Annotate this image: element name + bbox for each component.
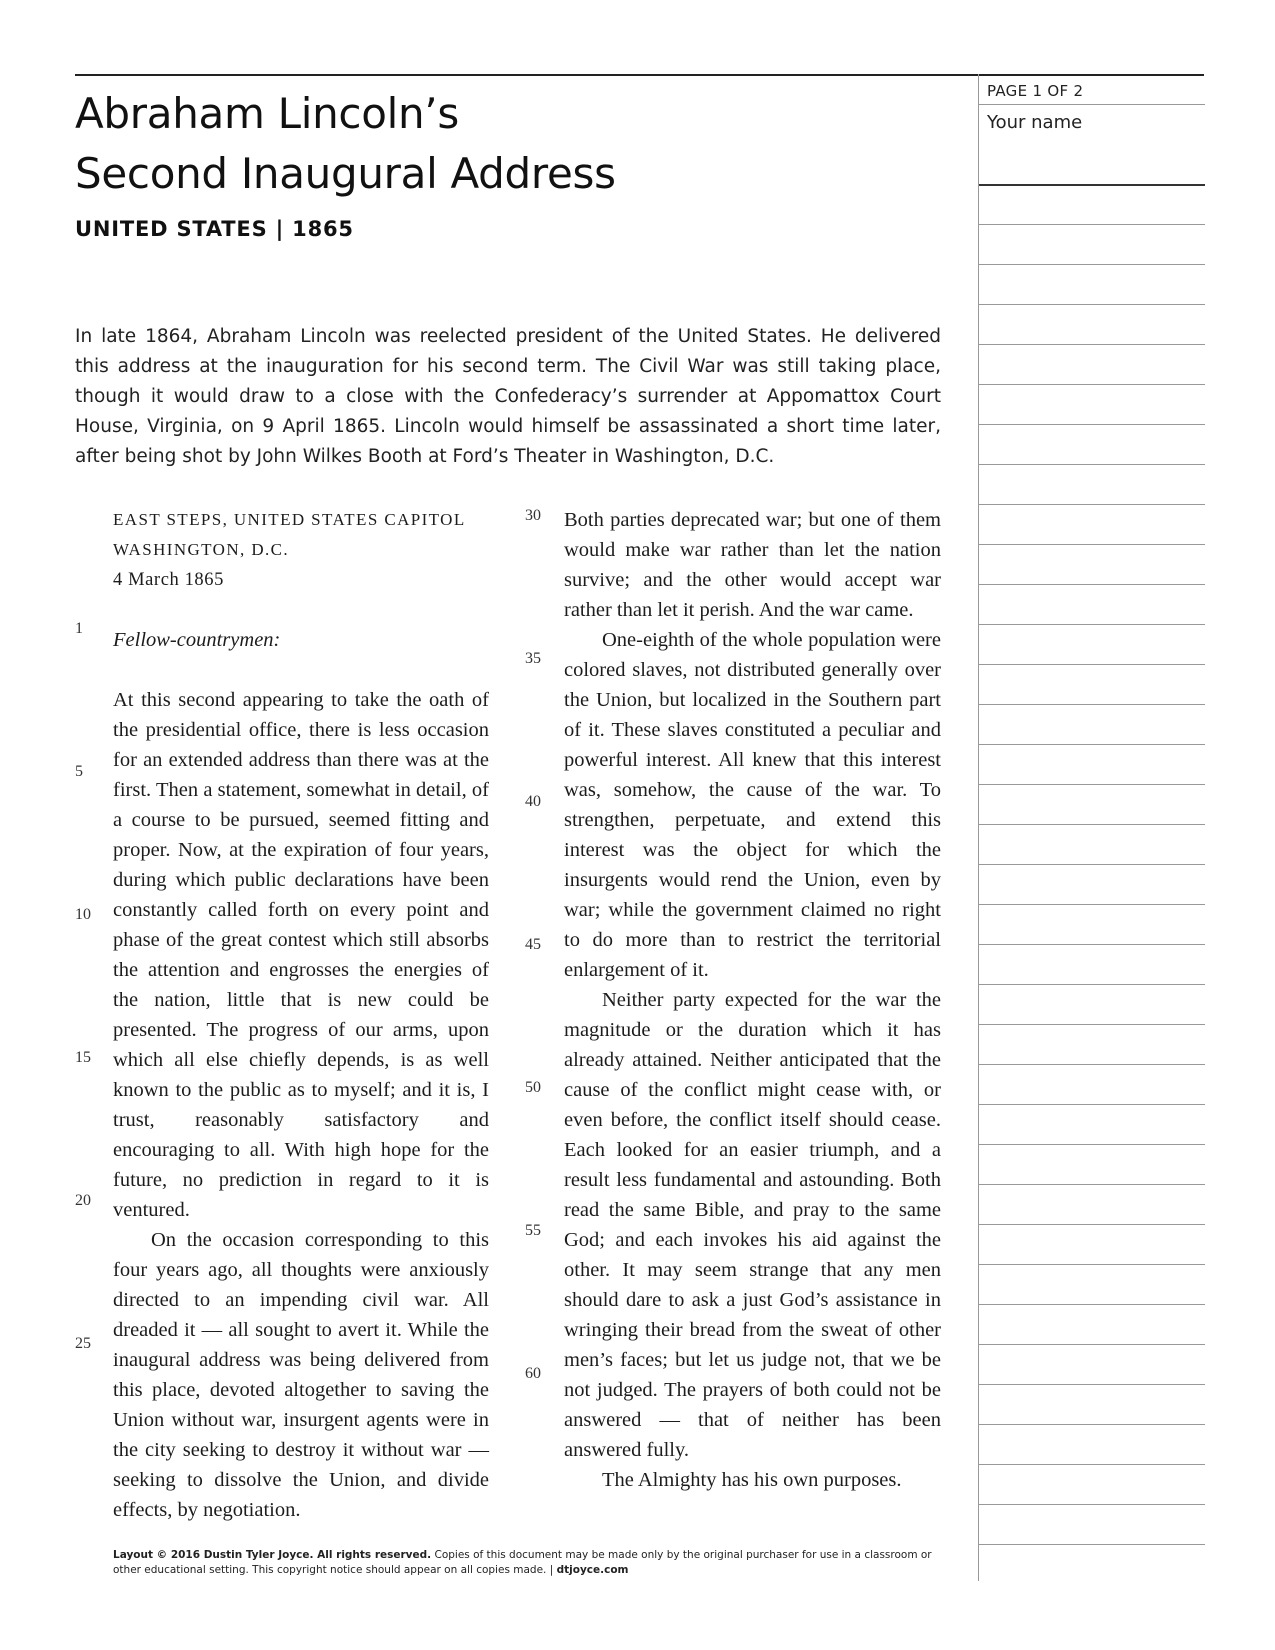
note-line — [979, 1264, 1205, 1265]
speech-paragraph-3: Both parties deprecated war; but one of them would make war rather than let the nation survive; and the other would accept war rather than let it perish. And the war came. — [564, 509, 941, 621]
note-line — [979, 704, 1205, 705]
note-line — [979, 1144, 1205, 1145]
note-line — [979, 304, 1205, 305]
sidebar-rule — [979, 104, 1205, 105]
note-line — [979, 1344, 1205, 1345]
page-title — [75, 84, 975, 204]
line-number: 60 — [525, 1365, 541, 1382]
dateline-place-1: EAST STEPS, UNITED STATES CAPITOL — [113, 510, 466, 529]
note-line — [979, 584, 1205, 585]
line-number: 35 — [525, 650, 541, 667]
note-line — [979, 504, 1205, 505]
salutation: Fellow-countrymen: — [113, 629, 281, 651]
speech-paragraph-1: At this second appearing to take the oath of the presidential office, there is less occasion for an extended address than there was at the first. Then a statement, somewhat in detail, of a course to be pursued, seemed fitting and proper. Now, at the expiration of four years, during which public declarations have been constantly called forth on every point and phase of the great contest which still absorbs the attention and engrosses the energies of the nation, little that is new could be presented. The progress of our arms, upon which all else chiefly depends, is as well known to the public as to myself; and it is, I trust, reasonably satisfactory and encouraging to all. With high hope for the future, no prediction in regard to it is ventured. — [113, 689, 489, 1221]
speech-column-right — [564, 505, 941, 1495]
speech-paragraph-4: One-eighth of the whole population were colored slaves, not distributed generally over the Union, but localized in the Southern part of it. These slaves constituted a peculiar and powerful interest. All knew that this interest was, somehow, the cause of the war. To strengthen, perpetuate, and extend this interest was the object for which the insurgents would rend the Union, even by war; while the government claimed no right to do more than to restrict the territorial enlargement of it. — [564, 629, 941, 981]
line-number: 50 — [525, 1079, 541, 1096]
note-line — [979, 784, 1205, 785]
line-number: 40 — [525, 793, 541, 810]
note-line — [979, 1384, 1205, 1385]
line-number: 15 — [75, 1049, 91, 1066]
line-number: 45 — [525, 936, 541, 953]
line-number: 5 — [75, 763, 83, 780]
notes-sidebar — [978, 74, 1205, 1581]
footer-website: dtjoyce.com — [556, 1564, 629, 1576]
subtitle: UNITED STATES | 1865 — [75, 217, 354, 241]
speech-paragraph-2: On the occasion corresponding to this four years ago, all thoughts were anxiously directed to an impending civil war. All dreaded it — all sought to avert it. While the inaugural address was being delivered from this place, devoted altogether to saving the Union without war, insurgent agents were in the city seeking to destroy it without war — seeking to dissolve the Union, and divide effects, by negotiation. — [113, 1229, 489, 1521]
note-line — [979, 624, 1205, 625]
note-line — [979, 1304, 1205, 1305]
note-line — [979, 1464, 1205, 1465]
note-line — [979, 1024, 1205, 1025]
speech-paragraph-5: Neither party expected for the war the magnitude or the duration which it has already attained. Neither anticipated that the cause of the conflict might cease with, or even before, the conflict itself should cease. Each looked for an easier triumph, and a result less fundamental and astounding. Both read the same Bible, and pray to the same God; and each invokes his aid against the other. It may seem strange that any men should dare to ask a just God’s assistance in wringing their bread from the sweat of other men’s faces; but let us judge not, that we be not judged. The prayers of both could not be answered — that of neither has been answered fully. — [564, 989, 941, 1461]
title-line-2: Second Inaugural Address — [75, 149, 616, 198]
note-line — [979, 1104, 1205, 1105]
name-field-underline — [979, 184, 1205, 186]
note-line — [979, 1544, 1205, 1545]
copyright-footer — [113, 1548, 943, 1578]
note-line — [979, 384, 1205, 385]
note-line — [979, 664, 1205, 665]
note-line — [979, 424, 1205, 425]
line-number: 10 — [75, 906, 91, 923]
footer-notice: Copies of this document may be made only by the original purchaser for use in a classroom or other educational setting. This copyright notice should appear on all copies made. | — [113, 1549, 932, 1576]
note-line — [979, 1184, 1205, 1185]
intro-paragraph: In late 1864, Abraham Lincoln was reelected president of the United States. He delivered this address at the inauguration for his second term. The Civil War was still taking place, though it would draw to a close with the Confederacy’s surrender at Appomattox Court House, Virginia, on 9 April 1865. Lincoln would himself be assassinated a short time later, after being shot by John Wilkes Booth at Ford’s Theater in Washington, D.C. — [75, 326, 941, 467]
page-indicator: PAGE 1 OF 2 — [987, 82, 1084, 100]
note-line — [979, 1424, 1205, 1425]
line-number: 25 — [75, 1335, 91, 1352]
note-line — [979, 544, 1205, 545]
note-line — [979, 864, 1205, 865]
line-number: 20 — [75, 1192, 91, 1209]
note-line — [979, 224, 1205, 225]
note-line — [979, 464, 1205, 465]
note-line — [979, 744, 1205, 745]
speech-paragraph-6: The Almighty has his own purposes. — [602, 1469, 902, 1491]
note-line — [979, 944, 1205, 945]
footer-copyright: Layout © 2016 Dustin Tyler Joyce. All rights reserved. — [113, 1549, 432, 1561]
note-line — [979, 1224, 1205, 1225]
line-number: 55 — [525, 1222, 541, 1239]
your-name-label: Your name — [987, 112, 1083, 133]
title-line-1: Abraham Lincoln’s — [75, 89, 459, 138]
line-number: 1 — [75, 620, 83, 637]
dateline-place-2: WASHINGTON, D.C. — [113, 540, 290, 559]
note-line — [979, 904, 1205, 905]
note-line — [979, 344, 1205, 345]
line-number: 30 — [525, 507, 541, 524]
note-line — [979, 264, 1205, 265]
dateline-date: 4 March 1865 — [113, 570, 224, 590]
note-line — [979, 824, 1205, 825]
note-line — [979, 984, 1205, 985]
note-line — [979, 1504, 1205, 1505]
speech-column-left — [113, 505, 489, 1525]
note-line — [979, 1064, 1205, 1065]
